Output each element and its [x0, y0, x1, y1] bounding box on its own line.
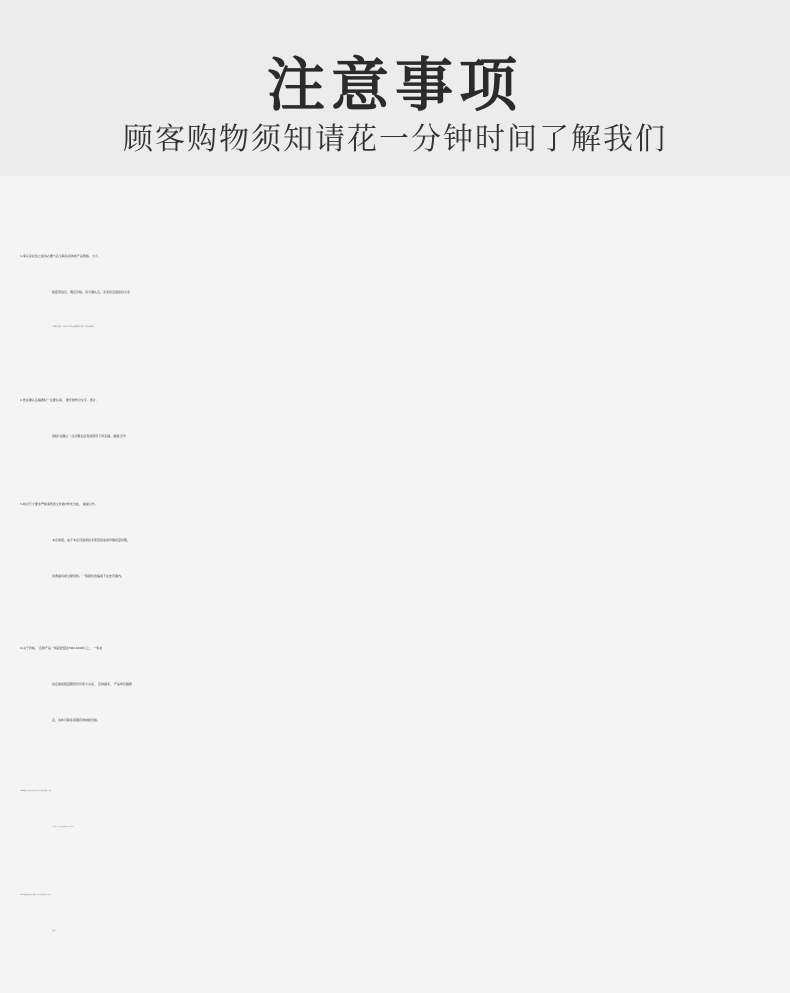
notice-item-5	[20, 774, 780, 846]
notice-item-4	[20, 630, 780, 738]
notice-line: 3.如对尺寸要求严格请您的文件做3毫米出血， 谢谢合作。	[20, 502, 98, 506]
notice-line: 1.请买家在拍之前务必要与店主联系具体的产品规格、大小、	[20, 254, 101, 258]
page-subtitle: 顾客购物须知请花一分钟时间了解我们	[123, 122, 667, 157]
notice-line: 数量等信息，确定价格。双方确认后，卖家将发链接给买家	[52, 290, 131, 294]
notice-line: 6.物流签收前请检查货物是否有问题，定制产品非质量问题，不接受退	[20, 895, 51, 896]
notice-line: 买家便可付款， 卖家正式下单,页面价格不含税，开票另外加点。	[52, 327, 95, 328]
notice-line: 4.关于价格， 定制产品一般起批量在500-1000以上， 一般来	[20, 646, 103, 650]
header-banner	[0, 0, 790, 176]
notice-line: 说定做的数量跟报价有很大关系， 定制越多， 产品单价越便	[52, 682, 132, 686]
notice-line: 5.印刷周期时间，现货48小时内发货，定制产品在确认定稿后，一般在	[20, 791, 52, 792]
notice-line: 7个工作日内，如果工艺复杂的在10-12个工作日。	[52, 827, 75, 828]
notice-line: 排版!在确认一点问题也没有的情况下再定稿。谢谢合作!	[52, 434, 127, 438]
notice-line: 2.您在确认定稿图时一定要认真， 要仔细核对文字、图片、	[20, 398, 99, 402]
page-title: 注意事项	[266, 51, 523, 119]
notice-item-1	[20, 238, 780, 346]
notice-line: 宜，具体可联系客服咨询拼版价格。	[52, 718, 101, 722]
notice-item-2	[20, 382, 780, 454]
notice-list	[0, 176, 790, 993]
notice-line: 货退款。	[52, 931, 56, 932]
notice-item-6	[20, 878, 780, 950]
notice-line: 本店承诺，由于本店设备或技术原因造成的印刷质量问题，	[52, 538, 131, 542]
notice-line: 免费重印或全额退款。一般颜色的偏差不在此范围内。	[52, 574, 125, 578]
notice-item-3	[20, 486, 780, 594]
